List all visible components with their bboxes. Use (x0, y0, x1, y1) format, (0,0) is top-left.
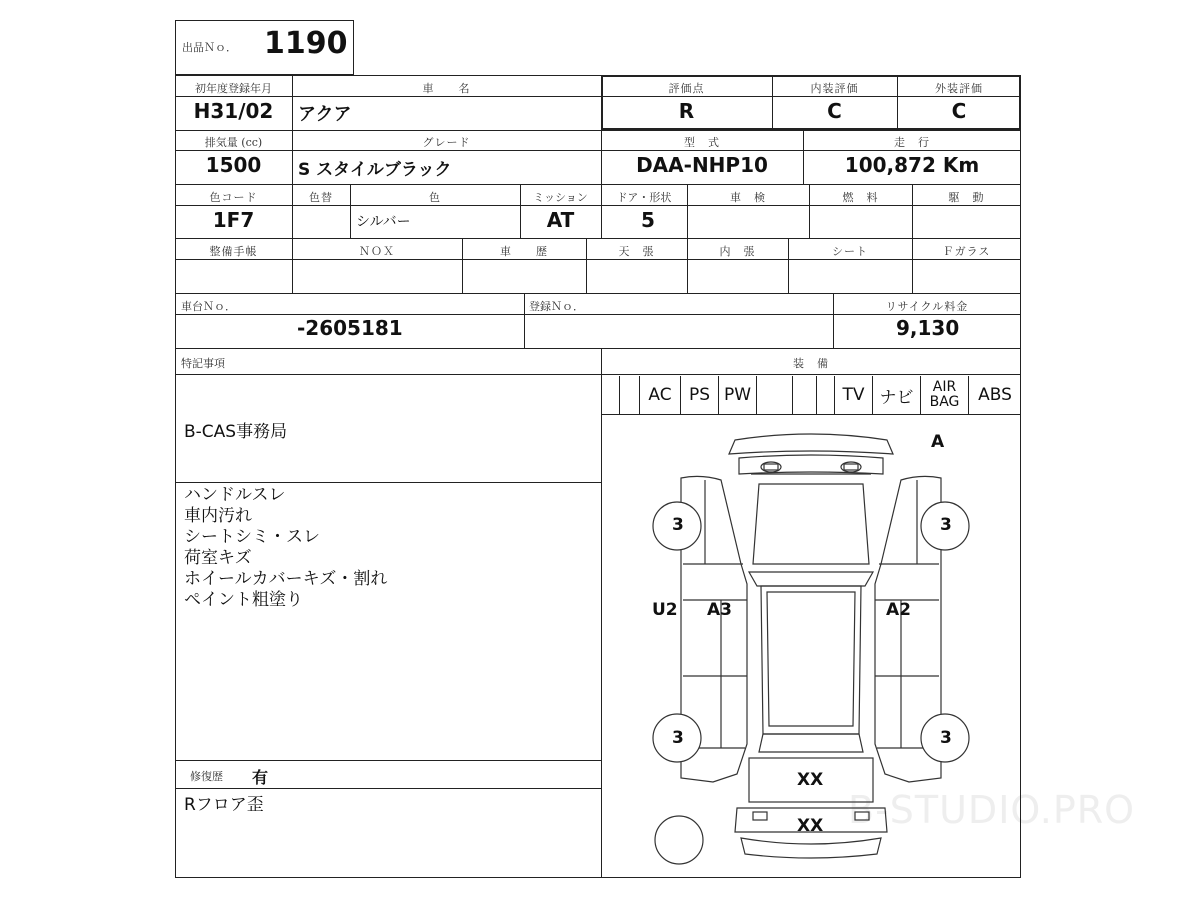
mileage-label: 走 行 (894, 136, 930, 149)
mark-wheel-front-left: 3 (672, 515, 684, 535)
fuel-label: 燃 料 (842, 191, 879, 204)
defects-list (184, 485, 387, 611)
list-item: ペイント粗塗り (184, 590, 303, 610)
equipment-cell-pw: PW (718, 376, 756, 414)
inspection-label: 車 検 (730, 191, 766, 204)
mark-rear-bumper: XX (797, 816, 824, 836)
car-name-label: 車 名 (422, 82, 471, 95)
equipment-cell-blank (792, 376, 816, 414)
mark-left-u: U2 (652, 600, 678, 620)
grade-label: グレード (422, 136, 471, 149)
equipment-cell-blank (756, 376, 792, 414)
equipment-label: 装 備 (793, 357, 829, 370)
equipment-cell-blank (816, 376, 834, 414)
score-value: R (678, 99, 695, 123)
model-value: DAA-NHP10 (636, 153, 768, 177)
reg-date-value: H31/02 (193, 99, 274, 123)
mark-wheel-front-right: 3 (940, 515, 952, 535)
watermark-text: B-STUDIO.PRO (848, 788, 1136, 832)
drive-label: 駆 動 (948, 191, 985, 204)
list-item: ハンドルスレ (184, 485, 286, 505)
model-label: 型 式 (684, 136, 720, 149)
lot-number: 1190 (264, 26, 348, 61)
repair-detail: Rフロア歪 (184, 795, 264, 815)
chassis-value: -2605181 (297, 316, 403, 340)
doors-label: ドア・形状 (616, 191, 672, 204)
list-item: 荷室キズ (184, 548, 252, 568)
color-change-label: 色替 (309, 191, 333, 204)
equipment-cell-ps: PS (680, 376, 718, 414)
list-item: シートシミ・スレ (184, 527, 320, 547)
mission-value: AT (546, 208, 575, 232)
equipment-cell-airbag: AIR BAG (920, 376, 968, 414)
remarks-note: B-CAS事務局 (184, 422, 288, 442)
recycle-value: 9,130 (896, 316, 960, 340)
mark-wheel-rear-right: 3 (940, 728, 952, 748)
lot-number-box (175, 20, 354, 75)
displacement-label: 排気量 (cc) (204, 136, 263, 149)
doors-value: 5 (641, 208, 655, 232)
ceiling-label: 天 張 (618, 245, 655, 258)
interior-trim-label: 内 張 (719, 245, 756, 258)
remarks-label: 特記事項 (181, 357, 225, 370)
lot-number-label: 出品Ｎｏ． (182, 41, 237, 54)
equipment-cell-abs: ABS (968, 376, 1021, 414)
mark-right-a: A2 (886, 600, 911, 620)
equipment-cell-tv: TV (834, 376, 872, 414)
equipment-cell-ac: AC (639, 376, 680, 414)
grade-value: S スタイルブラック (298, 160, 452, 180)
color-value: シルバー (356, 214, 411, 230)
exterior-score-value: C (951, 99, 967, 123)
car-name-value: アクア (298, 104, 352, 125)
interior-score-label: 内装評価 (810, 82, 859, 95)
chassis-label: 車台Ｎｏ． (181, 300, 236, 313)
mission-label: ミッション (533, 191, 588, 204)
reg-date-label: 初年度登録年月 (195, 82, 272, 95)
list-item: ホイールカバーキズ・割れ (184, 569, 388, 589)
nox-label: ＮＯＸ (359, 245, 395, 258)
mark-rear-panel: XX (797, 770, 824, 790)
displacement-value: 1500 (205, 153, 262, 177)
mark-wheel-rear-left: 3 (672, 728, 684, 748)
exterior-score-label: 外装評価 (935, 82, 983, 95)
mark-front-bumper: A (931, 432, 945, 452)
manual-label: 整備手帳 (209, 245, 258, 258)
mileage-value: 100,872 Km (844, 153, 980, 177)
equipment-cell-navi: ナビ (872, 376, 920, 414)
mark-left-a: A3 (707, 600, 732, 620)
history-label: 車 歴 (500, 245, 548, 258)
color-code-value: 1F7 (212, 208, 255, 232)
repair-value: 有 (252, 768, 269, 787)
registration-label: 登録Ｎｏ． (529, 300, 584, 313)
interior-score-value: C (827, 99, 842, 123)
equipment-cell-blank (619, 376, 639, 414)
color-label: 色 (429, 191, 441, 204)
fglass-label: Ｆガラス (942, 245, 991, 258)
recycle-label: リサイクル料金 (885, 300, 969, 313)
repair-label: 修復歴 (190, 770, 223, 783)
car-damage-diagram (601, 414, 1021, 878)
list-item: 車内汚れ (184, 506, 252, 526)
score-label: 評価点 (668, 82, 705, 95)
color-code-label: 色コード (209, 191, 258, 204)
seat-label: シート (832, 245, 868, 258)
